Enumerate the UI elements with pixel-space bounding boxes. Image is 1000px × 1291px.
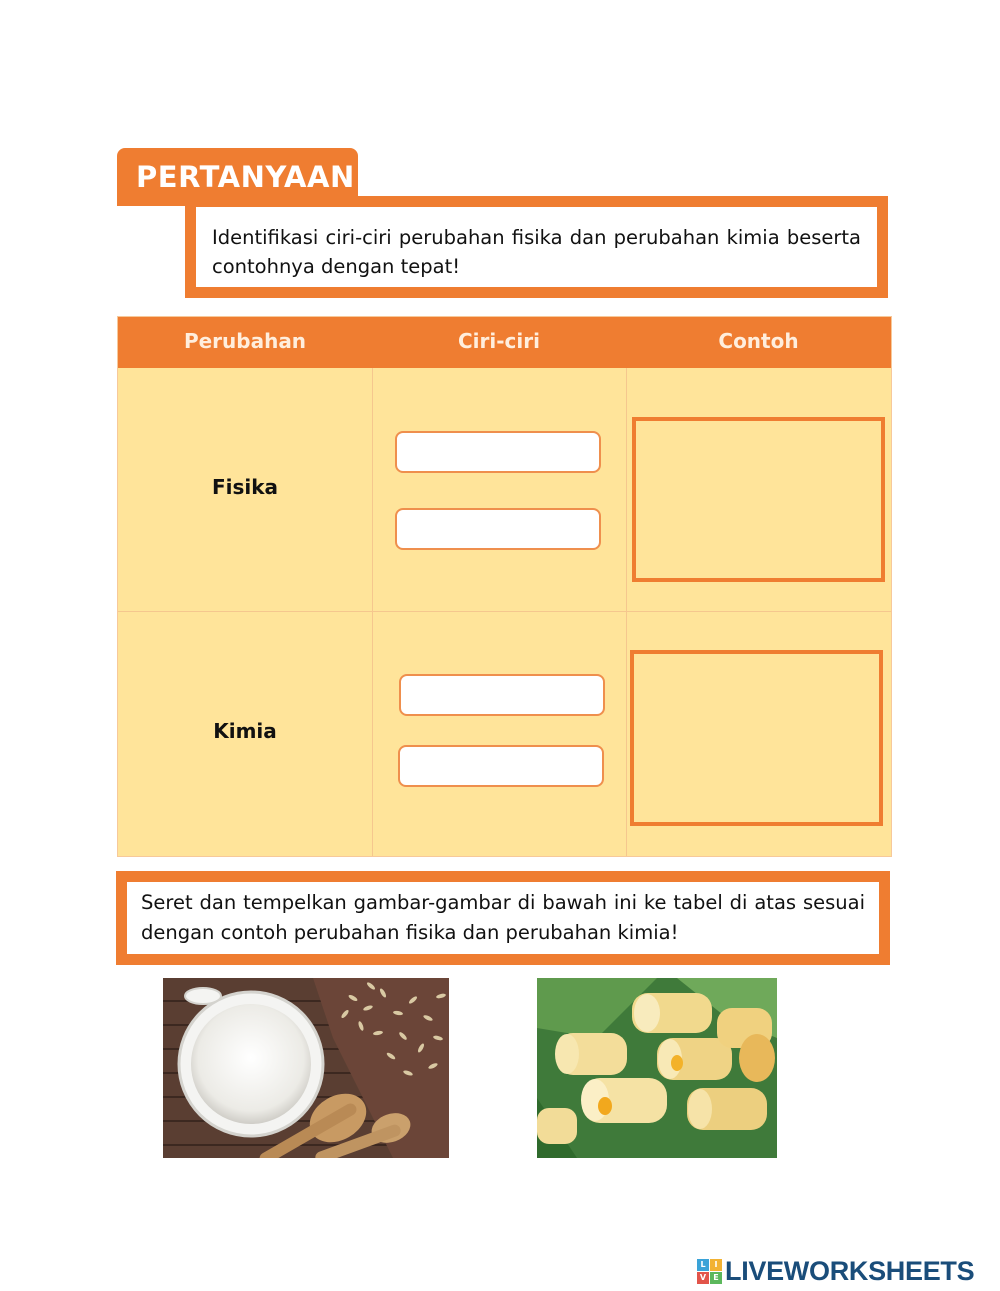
header-ciri-ciri: Ciri-ciri xyxy=(458,329,540,353)
row-label-kimia: Kimia xyxy=(213,719,277,743)
logo-text: LIVEWORKSHEETS xyxy=(725,1256,975,1286)
question-text: Identifikasi ciri-ciri perubahan fisika dan perubahan kimia beserta contohnya dengan tepat! xyxy=(196,207,877,287)
header-perubahan: Perubahan xyxy=(183,329,307,353)
fisika-contoh-dropzone[interactable] xyxy=(632,417,885,582)
header-contoh: Contoh xyxy=(718,329,799,353)
table-header xyxy=(118,317,891,368)
question-tab: PERTANYAAN xyxy=(117,148,358,206)
instruction-box xyxy=(116,871,890,965)
kimia-ciri-input-2[interactable] xyxy=(398,745,604,787)
flour-rice-image[interactable] xyxy=(163,978,449,1158)
fisika-ciri-input-1[interactable] xyxy=(395,431,601,473)
flour-rice-illustration xyxy=(163,978,449,1158)
row-divider xyxy=(118,611,891,612)
kimia-ciri-input-1[interactable] xyxy=(399,674,605,716)
tape-singkong-image[interactable] xyxy=(537,978,777,1158)
question-box xyxy=(185,196,888,298)
classification-table xyxy=(117,316,892,857)
logo-mark-letter: E xyxy=(710,1272,722,1284)
column-divider xyxy=(626,368,627,856)
row-label-fisika: Fisika xyxy=(211,475,279,499)
instruction-text: Seret dan tempelkan gambar-gambar di bawah ini ke tabel di atas sesuai dengan contoh perubahan fisika dan perubahan kimia! xyxy=(127,882,879,954)
logo-mark-letter: V xyxy=(697,1272,709,1284)
tape-singkong-illustration xyxy=(537,978,777,1158)
logo-mark-letter: I xyxy=(710,1259,722,1271)
liveworksheets-logo xyxy=(697,1257,974,1285)
kimia-contoh-dropzone[interactable] xyxy=(630,650,883,826)
liveworksheets-logo-mark xyxy=(697,1259,722,1284)
logo-mark-letter: L xyxy=(697,1259,709,1271)
column-divider xyxy=(372,368,373,856)
fisika-ciri-input-2[interactable] xyxy=(395,508,601,550)
